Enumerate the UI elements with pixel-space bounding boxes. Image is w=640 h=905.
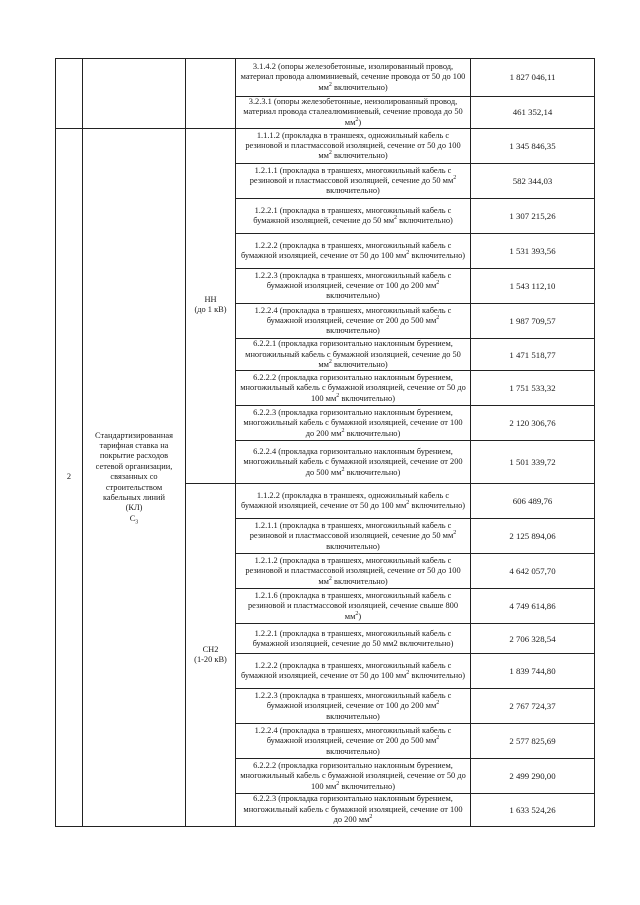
- section-name-line: (КЛ): [125, 503, 143, 513]
- row-description: 1.2.2.4 (прокладка в траншеях, многожильный кабель с бумажной изоляцией, сечение от 200 до 500 $мм^2$ включительно): [236, 304, 471, 339]
- section-name-line: кабельных линий: [102, 493, 166, 503]
- row-value: 1 543 112,10: [471, 269, 595, 304]
- table-row: [56, 129, 595, 164]
- voltage-level-line: (до 1 кВ): [194, 305, 227, 315]
- row-description: 6.2.2.4 (прокладка горизонтально наклонным бурением, многожильный кабель с бумажной изоляцией, сечение от 200 до 500 $мм^2$ включительно): [236, 441, 471, 484]
- row-value: 2 499 290,00: [471, 759, 595, 794]
- row-description: 1.2.2.2 (прокладка в траншеях, многожильный кабель с бумажной изоляцией, сечение от 50 до 100 $мм^2$ включительно): [236, 654, 471, 689]
- table-row: [56, 59, 595, 97]
- section-name-line: сетевой организации,: [95, 461, 173, 471]
- row-value: 4 642 057,70: [471, 554, 595, 589]
- section-name-line: покрытие расходов: [99, 451, 169, 461]
- row-description: 1.2.2.3 (прокладка в траншеях, многожильный кабель с бумажной изоляцией, сечение от 100 до 200 $мм^2$ включительно): [236, 269, 471, 304]
- row-value: 606 489,76: [471, 484, 595, 519]
- row-value: 1 839 744,80: [471, 654, 595, 689]
- row-description: 6.2.2.3 (прокладка горизонтально наклонным бурением, многожильный кабель с бумажной изоляцией, сечение от 100 до 200 $мм^2$ включительно): [236, 406, 471, 441]
- section-symbol: [129, 513, 139, 526]
- section-name-line: Стандартизированная: [95, 430, 173, 440]
- row-description: 1.2.2.2 (прокладка в траншеях, многожильный кабель с бумажной изоляцией, сечение от 50 до 100 $мм^2$ включительно): [236, 234, 471, 269]
- section-name: [83, 129, 186, 826]
- row-description: 1.1.2.2 (прокладка в траншеях, одножильный кабель с бумажной изоляцией, сечение от 50 до 100 $мм^2$ включительно): [236, 484, 471, 519]
- voltage-level: [186, 484, 236, 826]
- row-value: 1 987 709,57: [471, 304, 595, 339]
- row-value: 2 125 894,06: [471, 519, 595, 554]
- row-description: 6.2.2.2 (прокладка горизонтально наклонным бурением, многожильный кабель с бумажной изоляцией, сечение от 50 до 100 $мм^2$ включительно): [236, 371, 471, 406]
- voltage-level-line: СН2: [202, 644, 219, 654]
- voltage-level-line: НН: [204, 294, 217, 304]
- row-description: 1.1.1.2 (прокладка в траншеях, одножильный кабель с резиновой и пластмассовой изоляцией, сечение от 50 до 100 $мм^2$ включительно): [236, 129, 471, 164]
- row-description: 1.2.1.1 (прокладка в траншеях, многожильный кабель с резиновой и пластмассовой изоляцией, сечение до 50 $мм^2$ включительно): [236, 519, 471, 554]
- row-description: 6.2.2.1 (прокладка горизонтально наклонным бурением, многожильный кабель с бумажной изоляцией, сечение до 50 $мм^2$ включительно): [236, 339, 471, 371]
- row-value: 582 344,03: [471, 164, 595, 199]
- row-value: 1 633 524,26: [471, 794, 595, 826]
- empty-voltage-cell: [186, 59, 236, 129]
- row-description: 1.2.2.3 (прокладка в траншеях, многожильный кабель с бумажной изоляцией, сечение от 100 до 200 $мм^2$ включительно): [236, 689, 471, 724]
- row-description: 3.2.3.1 (опоры железобетонные, неизолированный провод, материал провода сталеалюминиевый, сечение провода до 50 $мм^2$): [236, 97, 471, 129]
- empty-number-cell: [56, 59, 83, 129]
- rate-table: [55, 58, 595, 827]
- empty-name-cell: [83, 59, 186, 129]
- row-description: 3.1.4.2 (опоры железобетонные, изолированный провод, материал провода алюминиевый, сечение провода от 50 до 100 $мм^2$ включительно): [236, 59, 471, 97]
- voltage-level: [186, 129, 236, 484]
- row-description: 1.2.2.1 (прокладка в траншеях, многожильный кабель с бумажной изоляцией, сечение до 50 $мм^2$ включительно): [236, 199, 471, 234]
- row-value: 2 577 825,69: [471, 724, 595, 759]
- section-number: 2: [56, 129, 83, 826]
- row-value: 1 345 846,35: [471, 129, 595, 164]
- row-description: 1.2.2.4 (прокладка в траншеях, многожильный кабель с бумажной изоляцией, сечение от 200 до 500 $мм^2$ включительно): [236, 724, 471, 759]
- row-description: 1.2.1.2 (прокладка в траншеях, многожильный кабель с резиновой и пластмассовой изоляцией, сечение от 50 до 100 $мм^2$ включительно): [236, 554, 471, 589]
- row-value: 1 751 533,32: [471, 371, 595, 406]
- section-symbol-index: 3: [135, 519, 139, 526]
- row-description: 1.2.2.1 (прокладка в траншеях, многожильный кабель с бумажной изоляцией, сечение до 50 мм2 включительно): [236, 624, 471, 654]
- row-value: 2 120 306,76: [471, 406, 595, 441]
- row-description: 1.2.1.6 (прокладка в траншеях, многожильный кабель с резиновой и пластмассовой изоляцией, сечение свыше 800 $мм^2$): [236, 589, 471, 624]
- row-value: 1 471 518,77: [471, 339, 595, 371]
- section-name-line: связанных со: [110, 472, 158, 482]
- row-value: 1 307 215,26: [471, 199, 595, 234]
- row-value: 2 706 328,54: [471, 624, 595, 654]
- section-name-line: строительством: [105, 482, 163, 492]
- section-symbol-letter: С: [129, 513, 136, 523]
- row-value: 2 767 724,37: [471, 689, 595, 724]
- voltage-level-line: (1-20 кВ): [194, 655, 227, 665]
- section-name-line: тарифная ставка на: [99, 441, 169, 451]
- row-value: 1 827 046,11: [471, 59, 595, 97]
- row-value: 461 352,14: [471, 97, 595, 129]
- row-value: 1 501 339,72: [471, 441, 595, 484]
- row-description: 1.2.1.1 (прокладка в траншеях, многожильный кабель с резиновой и пластмассовой изоляцией, сечение до 50 $мм^2$ включительно): [236, 164, 471, 199]
- row-description: 6.2.2.2 (прокладка горизонтально наклонным бурением, многожильный кабель с бумажной изоляцией, сечение от 50 до 100 $мм^2$ включительно): [236, 759, 471, 794]
- row-description: 6.2.2.3 (прокладка горизонтально наклонным бурением, многожильный кабель с бумажной изоляцией, сечение от 100 до 200 $мм^2$: [236, 794, 471, 826]
- row-value: 1 531 393,56: [471, 234, 595, 269]
- row-value: 4 749 614,86: [471, 589, 595, 624]
